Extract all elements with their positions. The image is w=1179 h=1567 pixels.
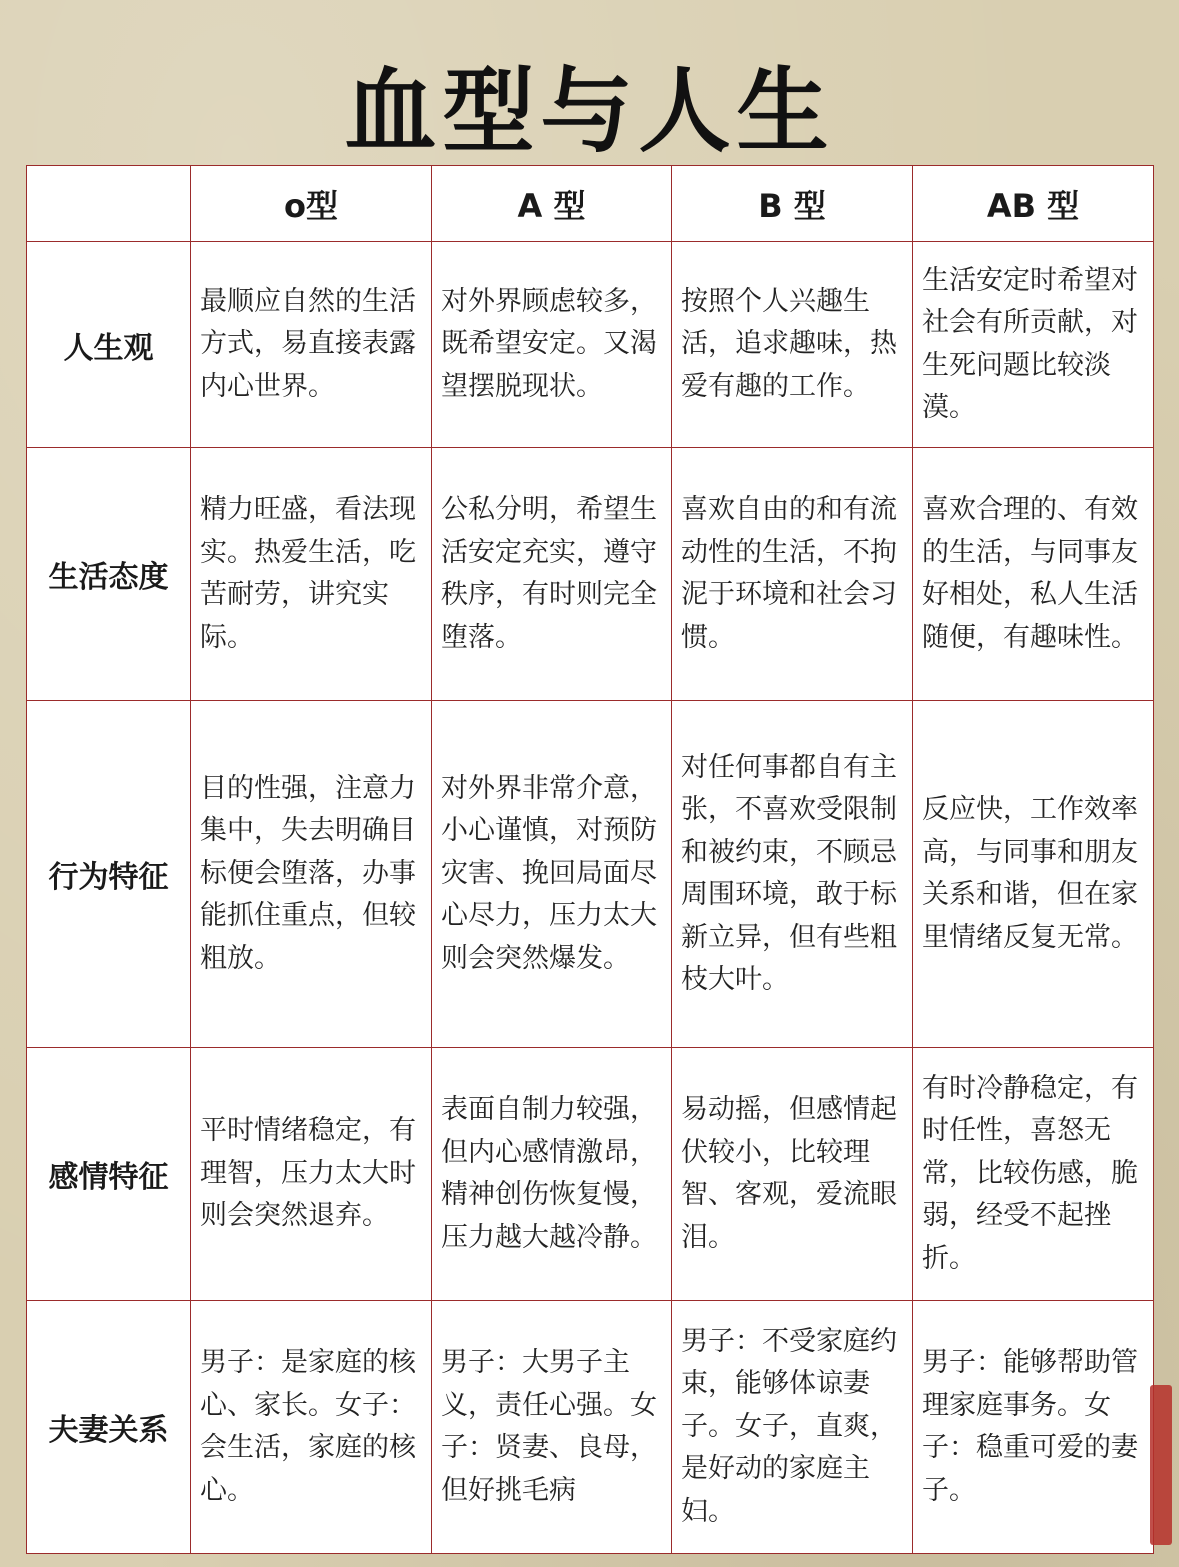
table-cell: 男子：大男子主义，责任心强。女子：贤妻、良母，但好挑毛病	[432, 1301, 672, 1554]
table-row	[27, 1048, 1154, 1301]
red-seal-stamp	[1150, 1385, 1172, 1545]
row-label: 行为特征	[27, 701, 191, 1048]
header-type-b: B 型	[672, 166, 913, 242]
table-cell: 对外界非常介意，小心谨慎，对预防灾害、挽回局面尽心尽力，压力太大则会突然爆发。	[432, 701, 672, 1048]
table-cell: 易动摇，但感情起伏较小，比较理智、客观，爱流眼泪。	[672, 1048, 913, 1301]
table-cell: 表面自制力较强，但内心感情激昂，精神创伤恢复慢，压力越大越冷静。	[432, 1048, 672, 1301]
row-label: 感情特征	[27, 1048, 191, 1301]
table-cell: 精力旺盛，看法现实。热爱生活，吃苦耐劳，讲究实际。	[191, 448, 432, 701]
table-cell: 喜欢自由的和有流动性的生活，不拘泥于环境和社会习惯。	[672, 448, 913, 701]
table-row	[27, 1301, 1154, 1554]
row-label: 生活态度	[27, 448, 191, 701]
blood-type-table	[26, 165, 1154, 1554]
header-type-a: A 型	[432, 166, 672, 242]
table-cell: 对任何事都自有主张，不喜欢受限制和被约束，不顾忌周围环境，敢于标新立异，但有些粗枝大叶。	[672, 701, 913, 1048]
page-title: 血型与人生	[344, 58, 835, 165]
table-header-row	[27, 166, 1154, 242]
table-cell: 男子：是家庭的核心、家长。女子：会生活，家庭的核心。	[191, 1301, 432, 1554]
table-cell: 对外界顾虑较多，既希望安定。又渴望摆脱现状。	[432, 242, 672, 448]
header-type-ab: AB 型	[913, 166, 1154, 242]
table-cell: 最顺应自然的生活方式，易直接表露内心世界。	[191, 242, 432, 448]
row-label: 夫妻关系	[27, 1301, 191, 1554]
table-cell: 平时情绪稳定，有理智，压力太大时则会突然退弃。	[191, 1048, 432, 1301]
table-row	[27, 242, 1154, 448]
table-cell: 按照个人兴趣生活，追求趣味，热爱有趣的工作。	[672, 242, 913, 448]
table-cell: 公私分明，希望生活安定充实，遵守秩序，有时则完全堕落。	[432, 448, 672, 701]
table-cell: 目的性强，注意力集中，失去明确目标便会堕落，办事能抓住重点，但较粗放。	[191, 701, 432, 1048]
table-cell: 男子：能够帮助管理家庭事务。女子：稳重可爱的妻子。	[913, 1301, 1154, 1554]
table-cell: 喜欢合理的、有效的生活，与同事友好相处，私人生活随便，有趣味性。	[913, 448, 1154, 701]
table-cell: 有时冷静稳定，有时任性，喜怒无常，比较伤感，脆弱，经受不起挫折。	[913, 1048, 1154, 1301]
table-cell: 生活安定时希望对社会有所贡献，对生死问题比较淡漠。	[913, 242, 1154, 448]
table-cell: 男子：不受家庭约束，能够体谅妻子。女子，直爽，是好动的家庭主妇。	[672, 1301, 913, 1554]
table-row	[27, 701, 1154, 1048]
header-type-o: o型	[191, 166, 432, 242]
table-cell: 反应快，工作效率高，与同事和朋友关系和谐，但在家里情绪反复无常。	[913, 701, 1154, 1048]
table-row	[27, 448, 1154, 701]
header-corner-cell	[27, 166, 191, 242]
row-label: 人生观	[27, 242, 191, 448]
